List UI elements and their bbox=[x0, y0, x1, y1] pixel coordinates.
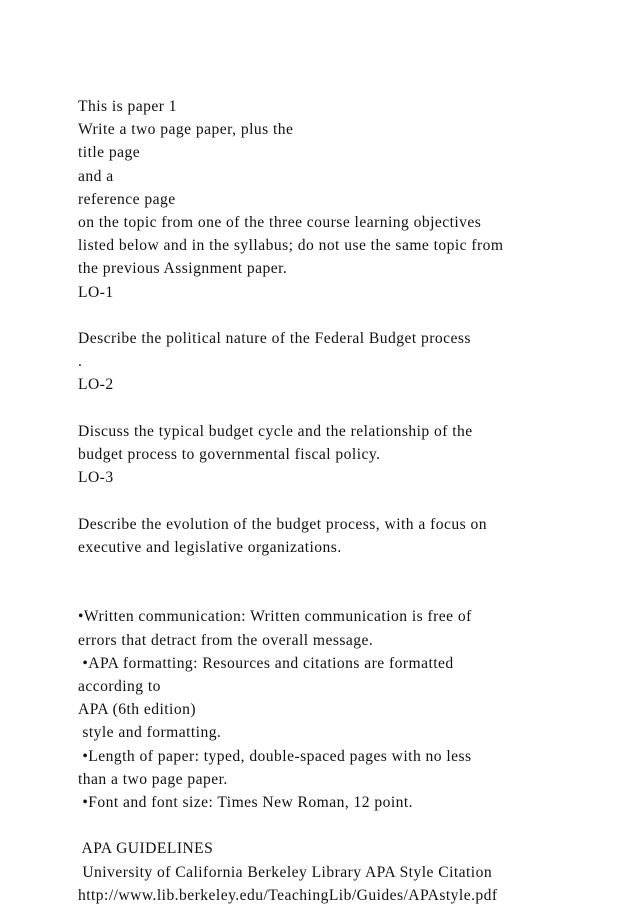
paper-number-line: This is paper 1 bbox=[78, 98, 177, 115]
instruction-line: reference page bbox=[78, 190, 176, 208]
objective-heading-lo3: LO-3 bbox=[78, 469, 114, 487]
apa-guidelines-heading: APA GUIDELINES bbox=[78, 840, 214, 858]
objective-text-lo1: . bbox=[78, 353, 83, 371]
objective-text-lo2: Discuss the typical budget cycle and the relationship of the bbox=[78, 422, 473, 440]
blank-line bbox=[78, 489, 618, 512]
blank-line bbox=[78, 304, 618, 327]
criteria-apa-formatting: style and formatting. bbox=[78, 724, 222, 742]
instruction-line: and a bbox=[78, 167, 114, 185]
criteria-written-communication: •Written communication: Written communication is free of bbox=[78, 608, 472, 626]
instruction-line: Write a two page paper, plus the bbox=[78, 121, 294, 139]
instruction-line: on the topic from one of the three course learning objectives bbox=[78, 214, 482, 232]
criteria-font: •Font and font size: Times New Roman, 12 point. bbox=[78, 794, 414, 812]
apa-guidelines-source: University of California Berkeley Library APA Style Citation bbox=[78, 863, 493, 881]
apa-guidelines-url: http://www.lib.berkeley.edu/TeachingLib/Guides/APAstyle.pdf bbox=[78, 886, 498, 904]
document-body bbox=[78, 95, 618, 907]
instruction-line: the previous Assignment paper. bbox=[78, 260, 288, 278]
instruction-line: listed below and in the syllabus; do not use the same topic from bbox=[78, 237, 504, 255]
criteria-apa-formatting: •APA formatting: Resources and citations are formatted bbox=[78, 654, 454, 672]
criteria-written-communication: errors that detract from the overall message. bbox=[78, 631, 374, 649]
blank-line bbox=[78, 814, 618, 837]
criteria-length: •Length of paper: typed, double-spaced pages with no less bbox=[78, 747, 472, 765]
objective-heading-lo2: LO-2 bbox=[78, 376, 114, 394]
blank-line bbox=[78, 582, 618, 605]
objective-text-lo3: executive and legislative organizations. bbox=[78, 538, 342, 556]
instruction-line: title page bbox=[78, 144, 141, 162]
objective-heading-lo1: LO-1 bbox=[78, 283, 114, 301]
blank-line bbox=[78, 559, 618, 582]
criteria-apa-formatting: APA (6th edition) bbox=[78, 701, 196, 719]
criteria-apa-formatting: according to bbox=[78, 678, 161, 695]
objective-text-lo3: Describe the evolution of the budget process, with a focus on bbox=[78, 515, 487, 533]
objective-text-lo2: budget process to governmental fiscal policy. bbox=[78, 446, 381, 464]
blank-line bbox=[78, 397, 618, 420]
criteria-length: than a two page paper. bbox=[78, 770, 228, 788]
objective-text-lo1: Describe the political nature of the Federal Budget process bbox=[78, 330, 471, 348]
